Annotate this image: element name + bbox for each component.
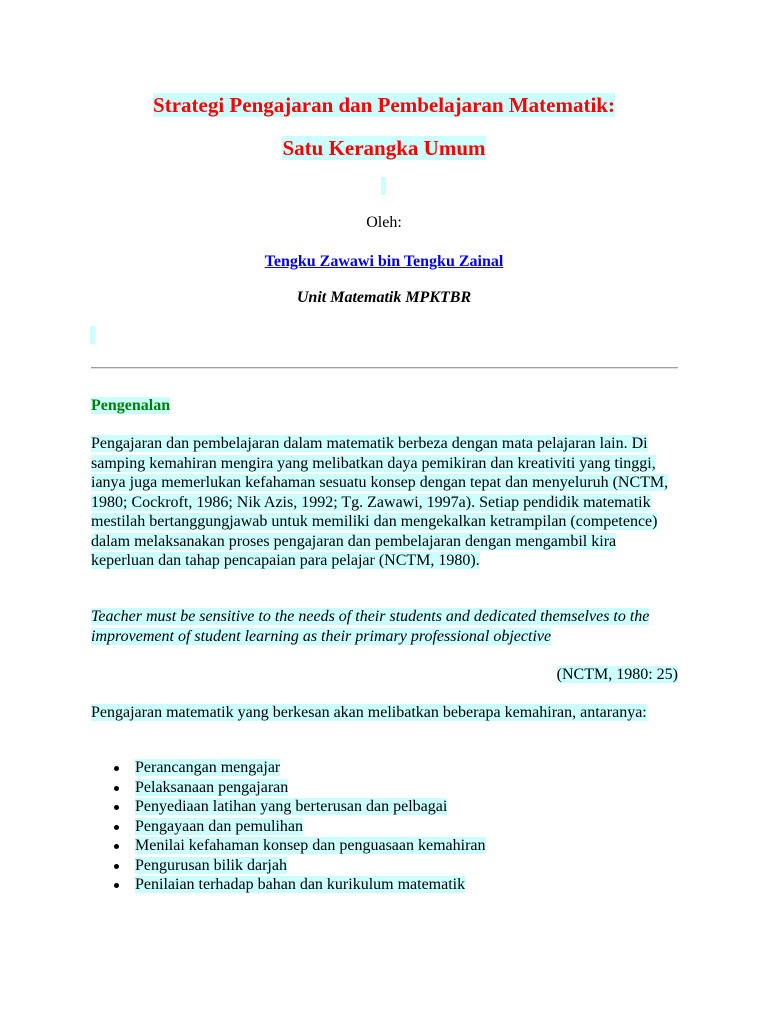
list-item: Menilai kefahaman konsep dan penguasaan kemahiran: [135, 836, 722, 856]
list-item: Pelaksanaan pengajaran: [135, 778, 722, 798]
author-line: [0, 253, 768, 271]
title-line-2: Satu Kerangka Umum: [282, 136, 486, 160]
skills-intro: Pengajaran matematik yang berkesan akan melibatkan beberapa kemahiran, antaranya:: [91, 704, 647, 721]
list-item: Pengurusan bilik darjah: [135, 856, 722, 876]
unit-name: Unit Matematik MPKTBR: [296, 289, 472, 306]
list-item: Penyediaan latihan yang berterusan dan pelbagai: [135, 797, 722, 817]
highlight-marker: [90, 326, 95, 344]
quote-block: Teacher must be sensitive to the needs of their students and dedicated themselves to the improvement of student learning as their primary professional objective: [91, 608, 650, 645]
horizontal-rule: [91, 367, 678, 369]
byline-label: Oleh:: [366, 214, 402, 231]
list-item: Pengayaan dan pemulihan: [135, 817, 722, 837]
intro-paragraph: Pengajaran dan pembelajaran dalam matematik berbeza dengan mata pelajaran lain. Di samping kemahiran mengira yang melibatkan daya pemikiran dan kreativiti yang tinggi, ianya juga memerlukan kefahaman sesuatu konsep dengan tepat dan menyeluruh (NCTM, 1980; Cockroft, 1986; Nik Azis, 1992; Tg. Zawawi, 1997a). Setiap pendidik matematik mestilah bertanggungjawab untuk memiliki dan mengekalkan ketrampilan (competence) dalam melaksanakan proses pengajaran dan pembelajaran dengan mengambil kira keperluan dan tahap pencapaian para pelajar (NCTM, 1980).: [91, 435, 669, 569]
skills-list: [91, 758, 722, 895]
list-item: Penilaian terhadap bahan dan kurikulum matematik: [135, 875, 722, 895]
quote-citation: (NCTM, 1980: 25): [556, 666, 678, 683]
title-line-1: Strategi Pengajaran dan Pembelajaran Matematik:: [153, 93, 615, 117]
highlight-marker: [381, 177, 386, 195]
section-heading: Pengenalan: [91, 397, 171, 414]
author-link[interactable]: Tengku Zawawi bin Tengku Zainal: [264, 253, 504, 270]
list-item: Perancangan mengajar: [135, 758, 722, 778]
